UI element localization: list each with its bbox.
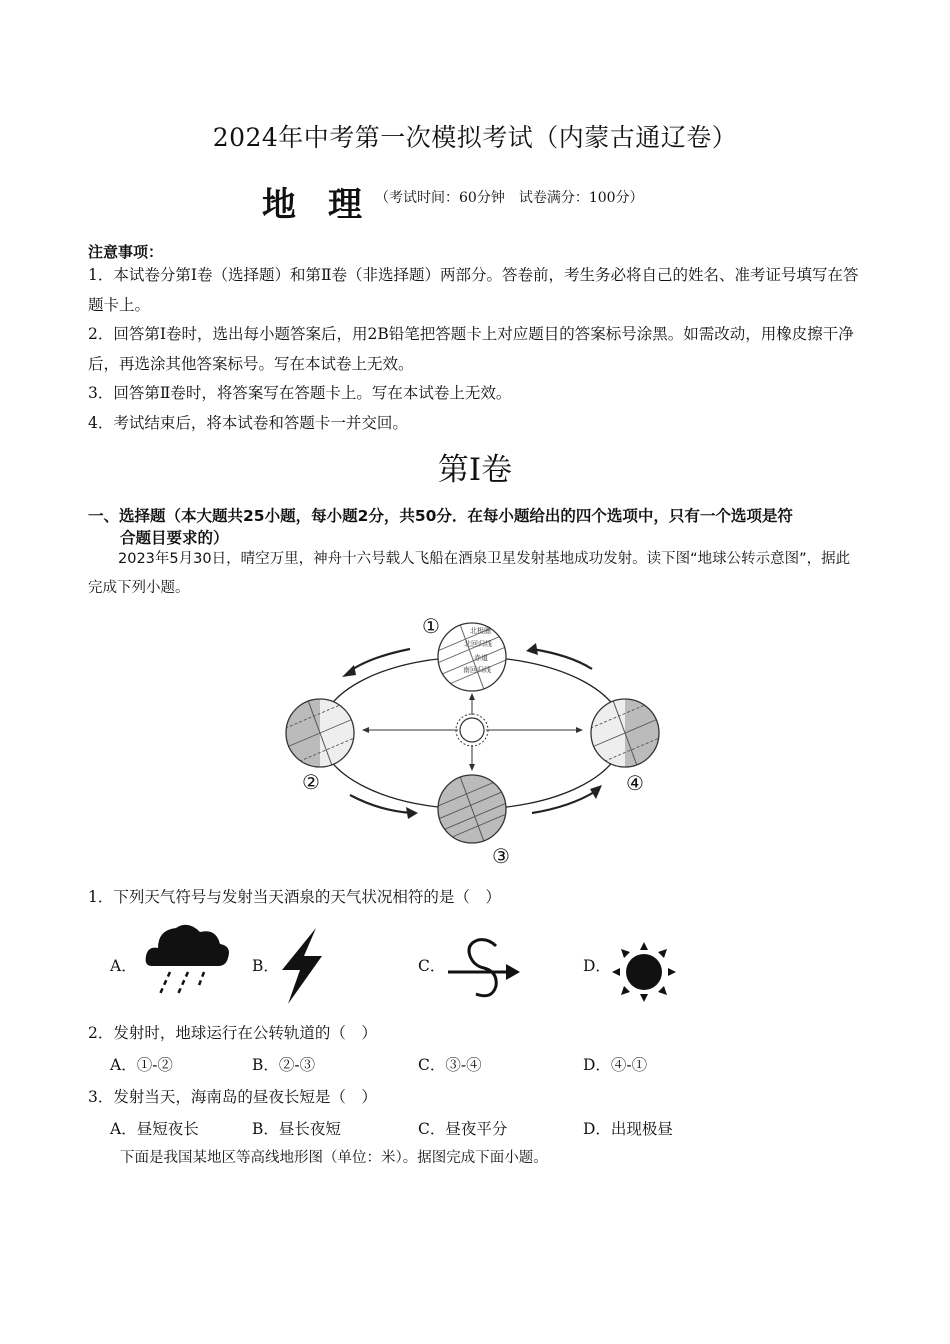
- option-b[interactable]: B．②-③: [252, 1056, 316, 1074]
- notice-item: 1．本试卷分第Ⅰ卷（选择题）和第Ⅱ卷（非选择题）两部分。答卷前，考生务必将自己的姓名、准考证号填写在答题卡上。: [88, 266, 859, 314]
- earth-position-2: [276, 695, 364, 771]
- sun-icon: [456, 714, 488, 746]
- notice-item: 3．回答第Ⅱ卷时，将答案写在答题卡上。写在本试卷上无效。: [88, 384, 512, 402]
- option-a[interactable]: A．昼短夜长: [110, 1120, 199, 1138]
- notice-item: 4．考试结束后，将本试卷和答题卡一并交回。: [88, 414, 408, 432]
- question-2-stem: 2．发射时，地球运行在公转轨道的（ ）: [88, 1024, 377, 1042]
- earth-position-4: [581, 695, 669, 771]
- question-1-stem: 1．下列天气符号与发射当天酒泉的天气状况相符的是（ ）: [88, 888, 501, 906]
- section-heading: [88, 505, 873, 549]
- sun-icon[interactable]: [610, 940, 678, 1004]
- option-label: C．: [418, 957, 446, 975]
- exam-info: （考试时间：60分钟 试卷满分：100分）: [375, 190, 644, 206]
- option-label: D．: [583, 957, 611, 975]
- lightning-icon[interactable]: [276, 926, 328, 1006]
- option-a[interactable]: A．①-②: [110, 1056, 173, 1074]
- volume-title: 第Ⅰ卷: [437, 452, 513, 488]
- sandstorm-icon[interactable]: [444, 936, 524, 1002]
- option-c[interactable]: C．昼夜平分: [418, 1120, 508, 1138]
- notice-item: 2．回答第Ⅰ卷时，选出每小题答案后，用2B铅笔把答题卡上对应题目的答案标号涂黑。如需改动，用橡皮擦干净后，再选涂其他答案标号。写在本试卷上无效。: [88, 325, 854, 373]
- option-label: A．: [110, 957, 137, 975]
- position-label: ①: [422, 614, 440, 638]
- exam-title: 2024年中考第一次模拟考试（内蒙古通辽卷）: [212, 123, 738, 152]
- position-label: ③: [492, 844, 510, 868]
- position-label: ④: [626, 771, 644, 795]
- svg-text:赤道: 赤道: [474, 654, 488, 662]
- section-heading-line2: 合题目要求的）: [120, 529, 229, 547]
- notice-heading: 注意事项：: [88, 243, 164, 261]
- cloud-rain-icon[interactable]: [142, 918, 234, 998]
- option-d[interactable]: D．出现极昼: [583, 1120, 673, 1138]
- question-3-stem: 3．发射当天，海南岛的昼夜长短是（ ）: [88, 1088, 377, 1106]
- option-label: B．: [252, 957, 279, 975]
- earth-position-3: [427, 771, 518, 847]
- section-heading-line1: 一、选择题（本大题共25小题，每小题2分，共50分．在每小题给出的四个选项中，只有一个选项是符: [88, 507, 793, 525]
- svg-text:北极圈: 北极圈: [470, 627, 491, 635]
- question-intro: 2023年5月30日，晴空万里，神舟十六号载人飞船在酒泉卫星发射基地成功发射。读下图“地球公转示意图”，据此完成下列小题。: [88, 551, 851, 596]
- option-c[interactable]: C．③-④: [418, 1056, 482, 1074]
- subject-name: 地理: [262, 185, 394, 225]
- position-label: ②: [302, 770, 320, 794]
- next-question-intro: 下面是我国某地区等高线地形图（单位：米）。据图完成下面小题。: [120, 1150, 548, 1166]
- option-d[interactable]: D．④-①: [583, 1056, 648, 1074]
- earth-revolution-diagram: [270, 605, 680, 870]
- option-b[interactable]: B．昼长夜短: [252, 1120, 341, 1138]
- svg-text:北回归线: 北回归线: [464, 640, 492, 648]
- svg-text:南回归线: 南回归线: [463, 666, 491, 674]
